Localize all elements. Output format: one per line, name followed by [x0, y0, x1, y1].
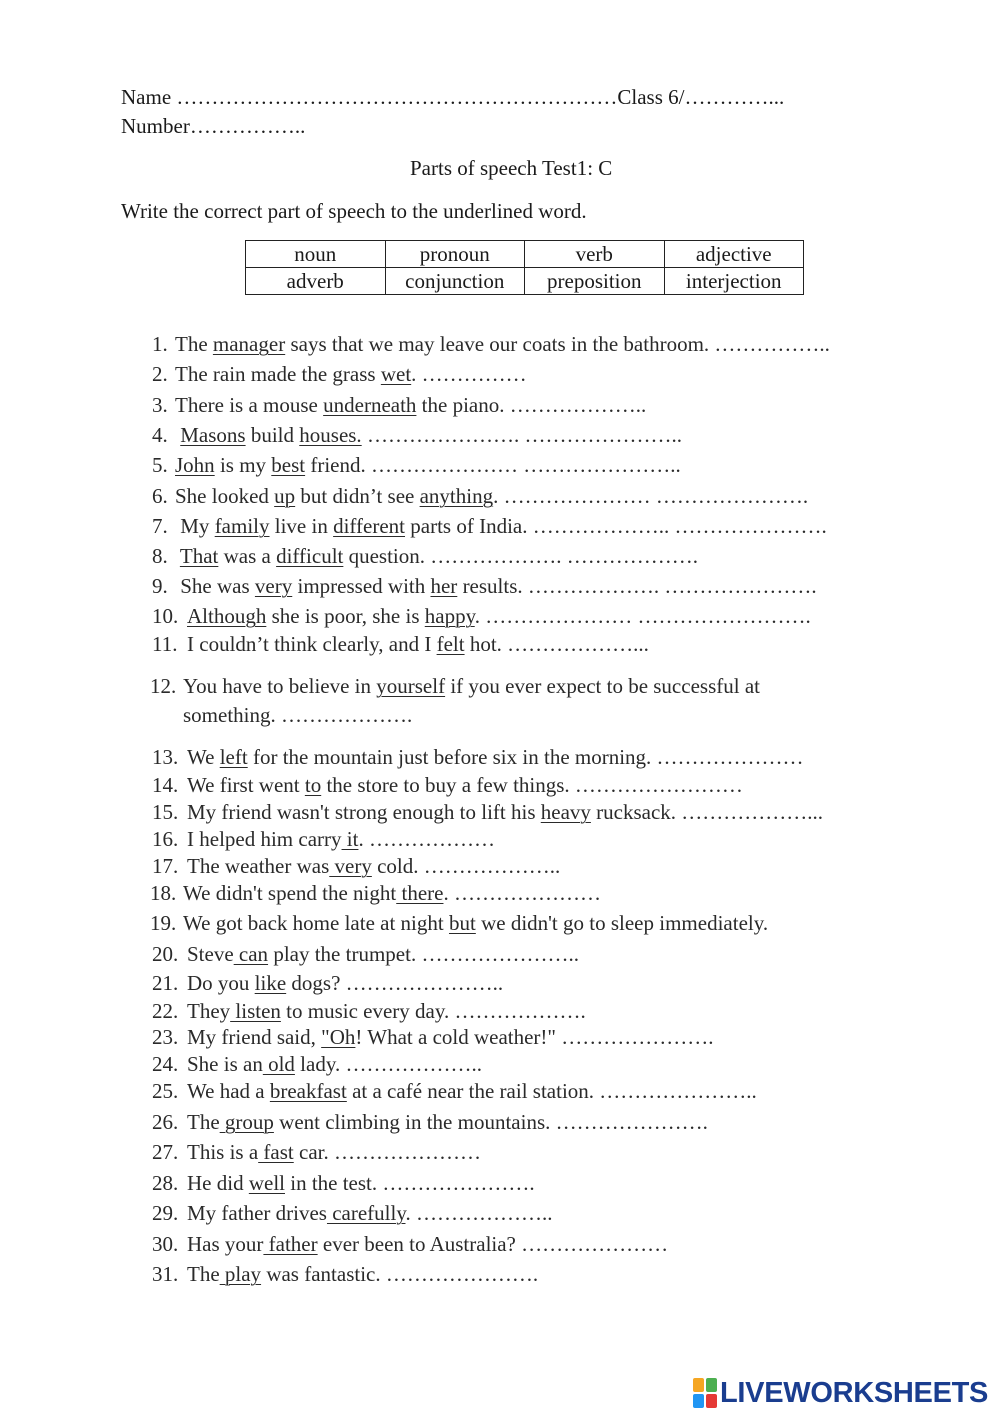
question-8 [152, 544, 698, 569]
question-13 [152, 745, 804, 770]
question-number: 24. [152, 1052, 179, 1076]
question-11 [152, 632, 649, 657]
question-text: if you ever expect to be successful at [445, 674, 760, 698]
underlined-word: John [175, 453, 215, 477]
underlined-word: like [254, 971, 287, 995]
question-text: We had a [187, 1079, 270, 1103]
underlined-word: very [254, 574, 293, 598]
underlined-word: group [219, 1110, 274, 1134]
question-number: 14. [152, 773, 179, 797]
question-text: play the trumpet. ………………….. [268, 942, 579, 966]
underlined-word: old [262, 1052, 295, 1076]
question-10 [152, 604, 811, 629]
liveworksheets-logo [693, 1373, 988, 1413]
table-cell: conjunction [385, 268, 525, 295]
question-text: live in [269, 514, 334, 538]
underlined-word: yourself [376, 674, 446, 698]
question-number: 7. [152, 514, 168, 538]
question-9 [152, 574, 817, 599]
question-number: 12. [150, 674, 177, 698]
question-text: We got back home late at night [183, 911, 449, 935]
question-23 [152, 1025, 714, 1050]
table-cell: verb [525, 241, 665, 268]
parts-of-speech-table [245, 240, 804, 295]
question-number: 3. [152, 393, 168, 417]
question-text: This is a [187, 1140, 259, 1164]
question-text: rucksack. ………………... [590, 800, 824, 824]
question-text: . ……………… [358, 827, 495, 851]
question-text: friend. ………………… ………………….. [305, 453, 681, 477]
question-number: 25. [152, 1079, 179, 1103]
question-19 [150, 911, 768, 936]
question-12 [150, 674, 760, 699]
question-text: lady. ……………….. [294, 1052, 482, 1076]
question-number: 20. [152, 942, 179, 966]
question-text: I helped him carry [187, 827, 342, 851]
question-number: 22. [152, 999, 179, 1023]
underlined-word: up [274, 484, 296, 508]
question-text: My friend wasn't strong enough to lift his [187, 800, 541, 824]
underlined-word: anything [419, 484, 494, 508]
question-number: 30. [152, 1232, 179, 1256]
question-3 [152, 393, 646, 418]
question-number: 29. [152, 1201, 179, 1225]
question-12-continuation: something. ………………. [183, 703, 413, 727]
question-number: 21. [152, 971, 179, 995]
question-text: They [187, 999, 231, 1023]
table-cell: interjection [664, 268, 804, 295]
question-number: 1. [152, 332, 168, 356]
question-number: 4. [152, 423, 168, 447]
question-text: went climbing in the mountains. …………………. [273, 1110, 708, 1134]
question-text: . …………… [411, 362, 527, 386]
underlined-word: Although [187, 604, 267, 628]
question-text: is my [214, 453, 272, 477]
question-number: 6. [152, 484, 168, 508]
question-text: He did [187, 1171, 249, 1195]
question-4 [152, 423, 682, 448]
question-text: parts of India. ……………….. …………………. [405, 514, 827, 538]
underlined-word: very [329, 854, 372, 878]
question-text: You have to believe in [183, 674, 377, 698]
underlined-word: fast [258, 1140, 294, 1164]
question-text: ever been to Australia? ………………… [317, 1232, 669, 1256]
question-17 [152, 854, 560, 879]
question-text: at a café near the rail station. ………………….. [346, 1079, 757, 1103]
table-row [246, 268, 804, 295]
question-text: She looked [175, 484, 275, 508]
question-text: but didn’t see [295, 484, 420, 508]
table-cell: noun [246, 241, 386, 268]
question-text: She is an [187, 1052, 263, 1076]
table-cell: adverb [246, 268, 386, 295]
underlined-word: best [271, 453, 306, 477]
page-title: Parts of speech Test1: C [410, 156, 613, 180]
question-text: …………………. ………………….. [361, 423, 682, 447]
underlined-word: heavy [540, 800, 591, 824]
question-text: The [175, 332, 213, 356]
question-text: The weather was [187, 854, 330, 878]
question-number: 10. [152, 604, 179, 628]
question-text: to music every day. ………………. [280, 999, 586, 1023]
question-text: . ………………… [443, 881, 601, 905]
question-text: My father drives [187, 1201, 327, 1225]
underlined-word: listen [230, 999, 281, 1023]
underlined-word: play [219, 1262, 262, 1286]
question-text: ! What a cold weather!" …………………. [355, 1025, 714, 1049]
question-text: dogs? ………………….. [286, 971, 504, 995]
question-text: in the test. …………………. [284, 1171, 535, 1195]
question-text: car. ………………… [293, 1140, 481, 1164]
underlined-word: happy [424, 604, 475, 628]
logo-mark-icon [693, 1378, 717, 1408]
question-5 [152, 453, 681, 478]
table-row [246, 241, 804, 268]
question-14 [152, 773, 743, 798]
question-text: the store to buy a few things. …………………… [321, 773, 743, 797]
underlined-word: but [448, 911, 476, 935]
question-number: 31. [152, 1262, 179, 1286]
question-number: 9. [152, 574, 168, 598]
underlined-word: Masons [180, 423, 246, 447]
question-7 [152, 514, 827, 539]
question-31 [152, 1262, 538, 1287]
question-text: The [187, 1110, 220, 1134]
question-text: My [175, 514, 215, 538]
question-text: We [187, 745, 220, 769]
underlined-word: different [333, 514, 406, 538]
question-text: Steve [187, 942, 234, 966]
question-text: she is poor, she is [266, 604, 425, 628]
question-text: We didn't spend the night [183, 881, 397, 905]
question-text: impressed with [292, 574, 431, 598]
name-line[interactable]: Name ………………………………………………………Class 6/…………... [121, 85, 785, 109]
underlined-word: felt [436, 632, 465, 656]
underlined-word: manager [212, 332, 286, 356]
underlined-word: difficult [276, 544, 344, 568]
question-number: 11. [152, 632, 178, 656]
question-number: 15. [152, 800, 179, 824]
underlined-word: family [214, 514, 270, 538]
question-15 [152, 800, 823, 825]
question-18 [150, 881, 601, 906]
question-number: 19. [150, 911, 177, 935]
question-text: build [245, 423, 300, 447]
question-26 [152, 1110, 708, 1135]
question-number: 5. [152, 453, 168, 477]
logo-text: LIVEWORKSHEETS [720, 1376, 989, 1409]
question-number: 16. [152, 827, 179, 851]
question-text: I couldn’t think clearly, and I [187, 632, 437, 656]
underlined-word: houses. [299, 423, 362, 447]
table-cell: adjective [664, 241, 804, 268]
underlined-word: it [341, 827, 359, 851]
table-cell: preposition [525, 268, 665, 295]
question-text: we didn't go to sleep immediately. [475, 911, 769, 935]
question-text: The rain made the grass [175, 362, 381, 386]
underlined-word: left [219, 745, 248, 769]
question-text: was fantastic. …………………. [261, 1262, 539, 1286]
question-21 [152, 971, 503, 996]
underlined-word: well [248, 1171, 285, 1195]
question-number: 2. [152, 362, 168, 386]
question-text: . ……………….. [405, 1201, 553, 1225]
question-text: My friend said, [187, 1025, 322, 1049]
question-text: cold. ……………….. [371, 854, 561, 878]
question-text: There is a mouse [175, 393, 324, 417]
question-text: We first went [187, 773, 305, 797]
question-number: 13. [152, 745, 179, 769]
question-text: . ………………… …………………. [493, 484, 809, 508]
question-text: Has your [187, 1232, 264, 1256]
question-30 [152, 1232, 668, 1257]
underlined-word: there [396, 881, 444, 905]
question-27 [152, 1140, 481, 1165]
question-28 [152, 1171, 535, 1196]
question-number: 26. [152, 1110, 179, 1134]
underlined-word: "Oh [321, 1025, 356, 1049]
underlined-word: can [233, 942, 269, 966]
question-29 [152, 1201, 552, 1226]
question-text: question. ………………. ………………. [343, 544, 699, 568]
question-text: She was [175, 574, 255, 598]
question-24 [152, 1052, 482, 1077]
question-22 [152, 999, 586, 1024]
underlined-word: That [179, 544, 219, 568]
question-text: Do you [187, 971, 255, 995]
underlined-word: underneath [323, 393, 417, 417]
question-text: results. ………………. …………………. [457, 574, 817, 598]
underlined-word: father [263, 1232, 318, 1256]
question-number: 27. [152, 1140, 179, 1164]
question-number: 17. [152, 854, 179, 878]
question-6 [152, 484, 808, 509]
number-line[interactable]: Number…………….. [121, 114, 306, 138]
question-1 [152, 332, 830, 357]
instructions: Write the correct part of speech to the underlined word. [121, 199, 587, 223]
question-25 [152, 1079, 757, 1104]
underlined-word: her [430, 574, 458, 598]
question-text: for the mountain just before six in the morning. ………………… [247, 745, 804, 769]
table-cell: pronoun [385, 241, 525, 268]
question-number: 28. [152, 1171, 179, 1195]
question-16 [152, 827, 495, 852]
question-text: The [187, 1262, 220, 1286]
question-text: the piano. ……………….. [416, 393, 647, 417]
underlined-word: wet [380, 362, 412, 386]
question-2 [152, 362, 527, 387]
question-text: hot. ………………... [464, 632, 649, 656]
question-number: 8. [152, 544, 168, 568]
underlined-word: breakfast [269, 1079, 347, 1103]
underlined-word: to [304, 773, 322, 797]
question-text: says that we may leave our coats in the bathroom. …………….. [285, 332, 830, 356]
question-number: 23. [152, 1025, 179, 1049]
underlined-word: carefully [326, 1201, 406, 1225]
question-text: was a [218, 544, 277, 568]
question-20 [152, 942, 579, 967]
question-text: . ………………… ……………………. [474, 604, 811, 628]
question-number: 18. [150, 881, 177, 905]
